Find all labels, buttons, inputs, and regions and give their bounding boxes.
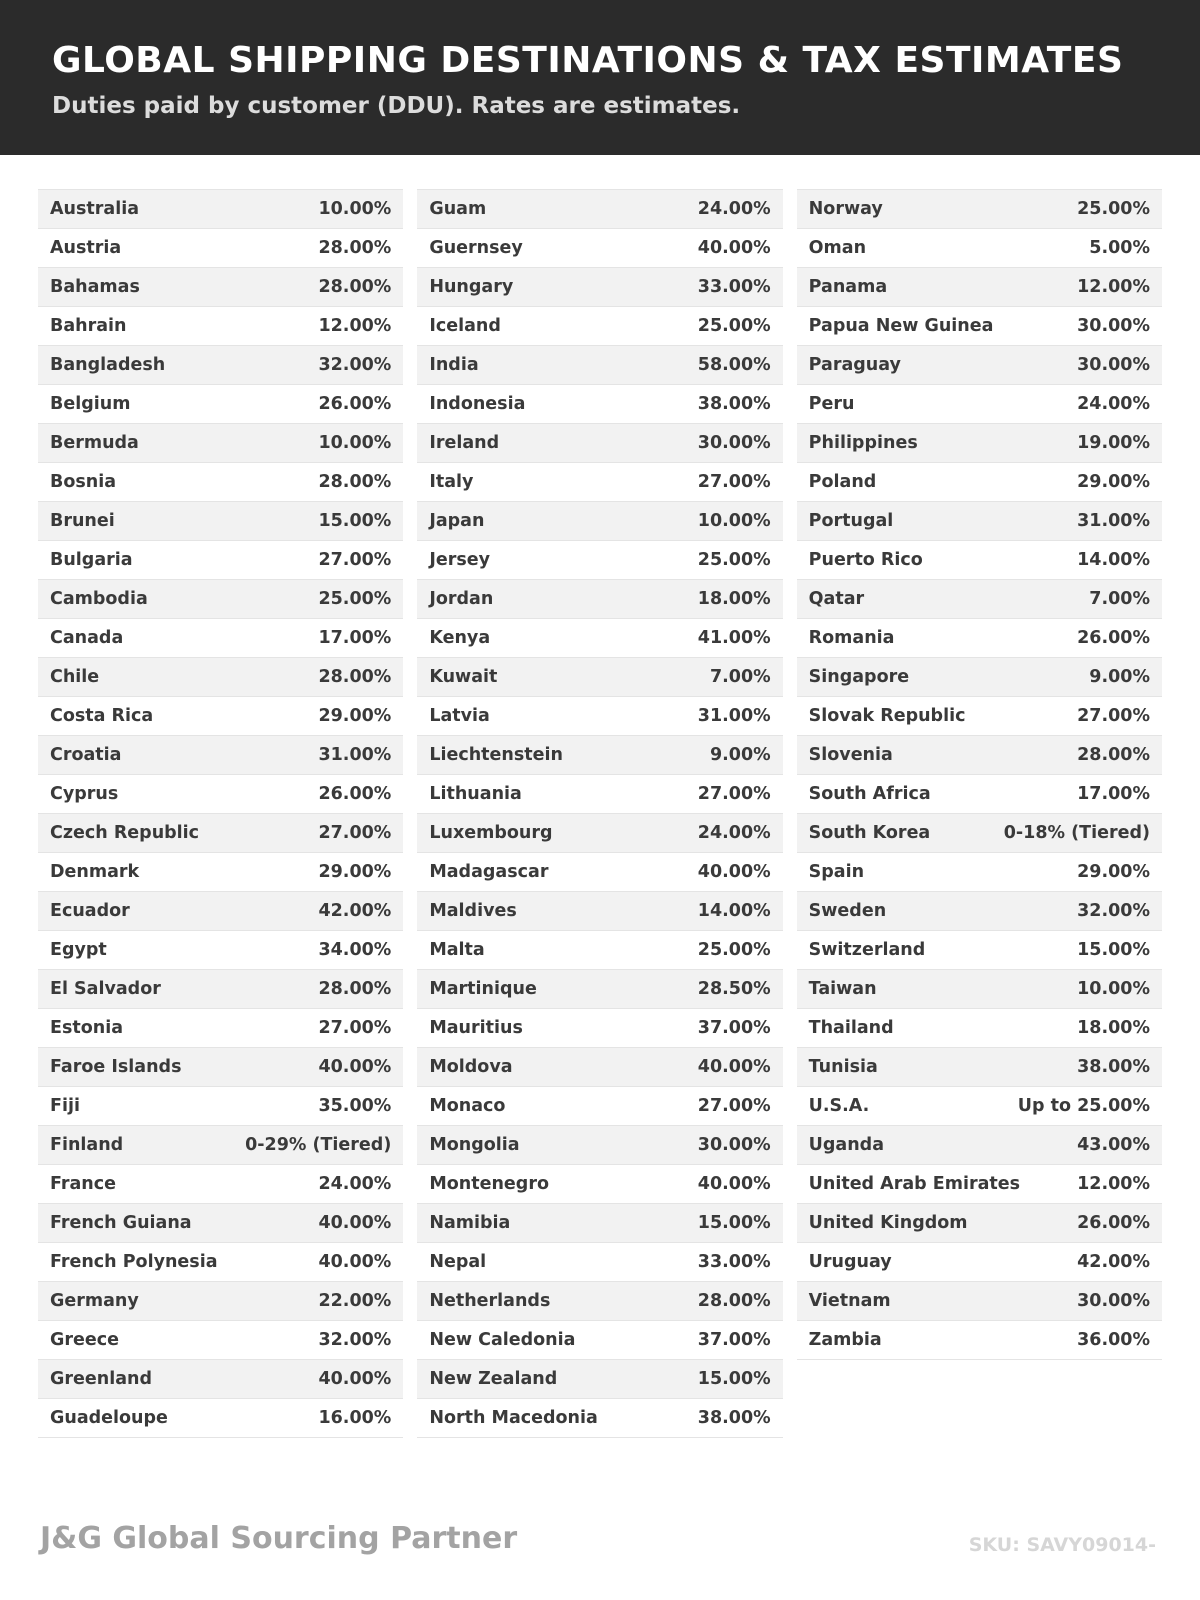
rate-value: Up to 25.00% <box>1017 1096 1150 1116</box>
rate-value: 12.00% <box>1077 1174 1150 1194</box>
table-row <box>797 1243 1162 1282</box>
table-row <box>417 1087 782 1126</box>
country-label: Monaco <box>429 1096 506 1116</box>
country-label: New Caledonia <box>429 1330 576 1350</box>
country-label: Brunei <box>50 511 115 531</box>
country-label: Bulgaria <box>50 550 133 570</box>
country-label: Ecuador <box>50 901 130 921</box>
table-row <box>38 1243 403 1282</box>
country-label: Poland <box>808 472 877 492</box>
rate-value: 14.00% <box>697 901 771 921</box>
table-row <box>417 853 782 892</box>
rate-value: 27.00% <box>697 1096 771 1116</box>
table-row <box>417 619 782 658</box>
country-label: Bahrain <box>50 316 127 336</box>
country-label: Jordan <box>429 589 494 609</box>
table-row <box>417 1009 782 1048</box>
rate-value: 9.00% <box>1089 667 1150 687</box>
table-row <box>797 1282 1162 1321</box>
rate-value: 15.00% <box>697 1369 771 1389</box>
rate-value: 12.00% <box>318 316 392 336</box>
table-row <box>38 580 403 619</box>
rate-value: 18.00% <box>697 589 771 609</box>
table-row <box>797 853 1162 892</box>
country-label: Estonia <box>50 1018 124 1038</box>
table-row <box>797 814 1162 853</box>
rate-value: 58.00% <box>697 355 771 375</box>
rate-value: 7.00% <box>1089 589 1150 609</box>
country-label: Mongolia <box>429 1135 520 1155</box>
sku-label: SKU: SAVY09014- <box>968 1534 1156 1556</box>
table-row <box>417 541 782 580</box>
country-label: Kuwait <box>429 667 498 687</box>
rate-value: 32.00% <box>318 1330 392 1350</box>
table-row <box>417 814 782 853</box>
rate-value: 17.00% <box>318 628 392 648</box>
table-row <box>417 268 782 307</box>
rate-value: 40.00% <box>697 1057 771 1077</box>
country-label: Sweden <box>808 901 887 921</box>
table-row <box>38 463 403 502</box>
table-row <box>797 1321 1162 1360</box>
rate-value: 37.00% <box>697 1018 771 1038</box>
country-label: Uruguay <box>808 1252 892 1272</box>
country-label: Spain <box>808 862 865 882</box>
rate-value: 31.00% <box>318 745 392 765</box>
country-label: Liechtenstein <box>429 745 563 765</box>
table-row <box>417 385 782 424</box>
rate-value: 30.00% <box>1077 1291 1150 1311</box>
table-row <box>797 892 1162 931</box>
table-row <box>797 424 1162 463</box>
country-label: Uganda <box>808 1135 884 1155</box>
rate-value: 12.00% <box>1077 277 1150 297</box>
country-label: El Salvador <box>50 979 161 999</box>
table-row <box>797 775 1162 814</box>
table-row <box>38 1360 403 1399</box>
rate-value: 31.00% <box>1077 511 1150 531</box>
table-row <box>38 736 403 775</box>
table-column-3 <box>797 189 1162 1360</box>
country-label: Paraguay <box>808 355 901 375</box>
table-row <box>797 658 1162 697</box>
country-label: Guernsey <box>429 238 523 258</box>
country-label: Netherlands <box>429 1291 551 1311</box>
country-label: Guadeloupe <box>50 1408 168 1428</box>
rate-value: 17.00% <box>1077 784 1150 804</box>
rate-value: 25.00% <box>697 316 771 336</box>
country-label: Costa Rica <box>50 706 154 726</box>
country-label: Bahamas <box>50 277 140 297</box>
table-row <box>417 1360 782 1399</box>
rate-value: 30.00% <box>697 433 771 453</box>
rate-value: 26.00% <box>1077 628 1150 648</box>
table-row <box>417 190 782 229</box>
country-label: Puerto Rico <box>808 550 923 570</box>
brand-name: J&G Global Sourcing Partner <box>40 1521 518 1556</box>
table-row <box>417 1048 782 1087</box>
table-row <box>38 268 403 307</box>
country-label: Ireland <box>429 433 500 453</box>
country-label: French Polynesia <box>50 1252 218 1272</box>
table-row <box>417 970 782 1009</box>
table-row <box>38 1399 403 1438</box>
rate-value: 26.00% <box>318 784 392 804</box>
country-label: Switzerland <box>808 940 926 960</box>
table-row <box>38 775 403 814</box>
country-label: Lithuania <box>429 784 522 804</box>
rate-value: 0-18% (Tiered) <box>1003 823 1150 843</box>
table-row <box>38 346 403 385</box>
table-row <box>417 1399 782 1438</box>
page-title: GLOBAL SHIPPING DESTINATIONS & TAX ESTIMATES <box>52 40 1124 81</box>
page-subtitle: Duties paid by customer (DDU). Rates are estimates. <box>52 93 741 119</box>
country-label: Vietnam <box>808 1291 891 1311</box>
country-label: Egypt <box>50 940 107 960</box>
country-label: United Arab Emirates <box>808 1174 1021 1194</box>
country-label: Indonesia <box>429 394 526 414</box>
country-label: Slovak Republic <box>808 706 966 726</box>
table-row <box>797 1204 1162 1243</box>
table-row <box>38 541 403 580</box>
table-row <box>797 190 1162 229</box>
table-row <box>38 1321 403 1360</box>
table-row <box>38 424 403 463</box>
rate-value: 22.00% <box>318 1291 392 1311</box>
rate-value: 10.00% <box>1077 979 1150 999</box>
table-row <box>38 1165 403 1204</box>
rate-value: 25.00% <box>697 940 771 960</box>
country-label: South Korea <box>808 823 931 843</box>
table-row <box>797 268 1162 307</box>
rate-value: 30.00% <box>1077 316 1150 336</box>
rate-value: 29.00% <box>1077 862 1150 882</box>
country-label: South Africa <box>808 784 931 804</box>
tax-table <box>0 155 1200 1438</box>
rate-value: 28.00% <box>1077 745 1150 765</box>
country-label: Panama <box>808 277 888 297</box>
rate-value: 29.00% <box>1077 472 1150 492</box>
table-row <box>797 619 1162 658</box>
rate-value: 36.00% <box>1077 1330 1150 1350</box>
rate-value: 16.00% <box>318 1408 392 1428</box>
rate-value: 28.00% <box>318 472 392 492</box>
rate-value: 27.00% <box>318 823 392 843</box>
country-label: Qatar <box>808 589 865 609</box>
rate-value: 26.00% <box>1077 1213 1150 1233</box>
rate-value: 37.00% <box>697 1330 771 1350</box>
country-label: Luxembourg <box>429 823 553 843</box>
table-row <box>38 814 403 853</box>
table-row <box>417 697 782 736</box>
table-row <box>797 1087 1162 1126</box>
rate-value: 15.00% <box>1077 940 1150 960</box>
country-label: Namibia <box>429 1213 511 1233</box>
rate-value: 43.00% <box>1077 1135 1150 1155</box>
rate-value: 28.50% <box>697 979 771 999</box>
table-row <box>417 658 782 697</box>
table-row <box>417 1321 782 1360</box>
country-label: Croatia <box>50 745 122 765</box>
country-label: Nepal <box>429 1252 487 1272</box>
rate-value: 29.00% <box>318 862 392 882</box>
rate-value: 15.00% <box>697 1213 771 1233</box>
country-label: Zambia <box>808 1330 882 1350</box>
rate-value: 27.00% <box>697 784 771 804</box>
country-label: Martinique <box>429 979 537 999</box>
rate-value: 42.00% <box>1077 1252 1150 1272</box>
rate-value: 28.00% <box>318 979 392 999</box>
table-row <box>797 229 1162 268</box>
table-row <box>797 502 1162 541</box>
country-label: Austria <box>50 238 122 258</box>
rate-value: 42.00% <box>318 901 392 921</box>
rate-value: 18.00% <box>1077 1018 1150 1038</box>
table-row <box>797 346 1162 385</box>
table-row <box>797 1165 1162 1204</box>
table-row <box>417 892 782 931</box>
country-label: Canada <box>50 628 124 648</box>
country-label: Fiji <box>50 1096 80 1116</box>
country-label: Germany <box>50 1291 139 1311</box>
table-row <box>38 970 403 1009</box>
table-row <box>38 502 403 541</box>
table-row <box>797 697 1162 736</box>
rate-value: 28.00% <box>697 1291 771 1311</box>
table-row <box>38 229 403 268</box>
table-row <box>38 1282 403 1321</box>
rate-value: 24.00% <box>1077 394 1150 414</box>
table-row <box>417 775 782 814</box>
rate-value: 30.00% <box>697 1135 771 1155</box>
rate-value: 40.00% <box>697 238 771 258</box>
country-label: France <box>50 1174 116 1194</box>
rate-value: 40.00% <box>318 1252 392 1272</box>
table-row <box>417 463 782 502</box>
country-label: Bangladesh <box>50 355 166 375</box>
rate-value: 29.00% <box>318 706 392 726</box>
country-label: Cyprus <box>50 784 119 804</box>
table-row <box>797 736 1162 775</box>
country-label: Bosnia <box>50 472 117 492</box>
country-label: Thailand <box>808 1018 894 1038</box>
rate-value: 40.00% <box>697 1174 771 1194</box>
table-row <box>797 580 1162 619</box>
table-row <box>38 1048 403 1087</box>
country-label: Singapore <box>808 667 910 687</box>
rate-value: 10.00% <box>697 511 771 531</box>
country-label: Moldova <box>429 1057 513 1077</box>
table-row <box>38 1087 403 1126</box>
rate-value: 27.00% <box>318 1018 392 1038</box>
footer <box>0 1521 1200 1600</box>
country-label: Madagascar <box>429 862 549 882</box>
rate-value: 32.00% <box>318 355 392 375</box>
country-label: Malta <box>429 940 485 960</box>
table-row <box>38 307 403 346</box>
table-row <box>797 931 1162 970</box>
country-label: Tunisia <box>808 1057 878 1077</box>
rate-value: 24.00% <box>697 199 771 219</box>
rate-value: 34.00% <box>318 940 392 960</box>
rate-value: 24.00% <box>318 1174 392 1194</box>
table-row <box>797 1009 1162 1048</box>
country-label: Faroe Islands <box>50 1057 182 1077</box>
country-label: Bermuda <box>50 433 139 453</box>
country-label: Japan <box>429 511 485 531</box>
country-label: Guam <box>429 199 487 219</box>
table-row <box>797 385 1162 424</box>
rate-value: 7.00% <box>709 667 771 687</box>
rate-value: 28.00% <box>318 277 392 297</box>
table-row <box>797 970 1162 1009</box>
table-row <box>797 1048 1162 1087</box>
table-row <box>417 1126 782 1165</box>
rate-value: 25.00% <box>1077 199 1150 219</box>
country-label: Italy <box>429 472 474 492</box>
country-label: Belgium <box>50 394 131 414</box>
country-label: Chile <box>50 667 100 687</box>
rate-value: 28.00% <box>318 238 392 258</box>
table-row <box>417 424 782 463</box>
rate-value: 35.00% <box>318 1096 392 1116</box>
table-row <box>38 931 403 970</box>
rate-value: 19.00% <box>1077 433 1150 453</box>
country-label: New Zealand <box>429 1369 558 1389</box>
table-row <box>38 1009 403 1048</box>
rate-value: 25.00% <box>318 589 392 609</box>
country-label: Greenland <box>50 1369 152 1389</box>
rate-value: 31.00% <box>697 706 771 726</box>
table-row <box>797 307 1162 346</box>
table-row <box>417 1204 782 1243</box>
country-label: United Kingdom <box>808 1213 968 1233</box>
rate-value: 9.00% <box>709 745 771 765</box>
rate-value: 28.00% <box>318 667 392 687</box>
country-label: Greece <box>50 1330 119 1350</box>
country-label: Romania <box>808 628 895 648</box>
table-row <box>417 1165 782 1204</box>
header-banner <box>0 0 1200 155</box>
table-row <box>417 229 782 268</box>
table-row <box>417 1243 782 1282</box>
rate-value: 0-29% (Tiered) <box>245 1135 392 1155</box>
country-label: Jersey <box>429 550 491 570</box>
table-column-1 <box>38 189 403 1438</box>
country-label: North Macedonia <box>429 1408 598 1428</box>
table-row <box>38 658 403 697</box>
rate-value: 32.00% <box>1077 901 1150 921</box>
country-label: Taiwan <box>808 979 877 999</box>
rate-value: 27.00% <box>318 550 392 570</box>
country-label: Mauritius <box>429 1018 523 1038</box>
rate-value: 40.00% <box>318 1369 392 1389</box>
rate-value: 33.00% <box>697 1252 771 1272</box>
country-label: Denmark <box>50 862 140 882</box>
rate-value: 33.00% <box>697 277 771 297</box>
table-row <box>38 853 403 892</box>
table-row <box>417 502 782 541</box>
country-label: Oman <box>808 238 867 258</box>
country-label: Maldives <box>429 901 517 921</box>
table-row <box>38 892 403 931</box>
table-row <box>38 190 403 229</box>
rate-value: 10.00% <box>318 199 392 219</box>
table-row <box>38 1204 403 1243</box>
country-label: Philippines <box>808 433 918 453</box>
rate-value: 40.00% <box>318 1057 392 1077</box>
rate-value: 15.00% <box>318 511 392 531</box>
rate-value: 10.00% <box>318 433 392 453</box>
country-label: Czech Republic <box>50 823 200 843</box>
country-label: Slovenia <box>808 745 893 765</box>
country-label: Cambodia <box>50 589 148 609</box>
country-label: Peru <box>808 394 855 414</box>
rate-value: 38.00% <box>1077 1057 1150 1077</box>
country-label: Kenya <box>429 628 491 648</box>
country-label: Portugal <box>808 511 894 531</box>
table-row <box>38 619 403 658</box>
table-row <box>797 463 1162 502</box>
rate-value: 26.00% <box>318 394 392 414</box>
rate-value: 14.00% <box>1077 550 1150 570</box>
table-row <box>417 346 782 385</box>
table-row <box>797 541 1162 580</box>
country-label: India <box>429 355 479 375</box>
country-label: Norway <box>808 199 883 219</box>
rate-value: 27.00% <box>697 472 771 492</box>
table-row <box>38 1126 403 1165</box>
rate-value: 40.00% <box>318 1213 392 1233</box>
table-row <box>38 385 403 424</box>
rate-value: 30.00% <box>1077 355 1150 375</box>
rate-value: 24.00% <box>697 823 771 843</box>
rate-value: 27.00% <box>1077 706 1150 726</box>
rate-value: 25.00% <box>697 550 771 570</box>
country-label: Australia <box>50 199 140 219</box>
table-row <box>797 1126 1162 1165</box>
country-label: Montenegro <box>429 1174 549 1194</box>
country-label: Finland <box>50 1135 124 1155</box>
table-column-2 <box>417 189 782 1438</box>
country-label: French Guiana <box>50 1213 192 1233</box>
country-label: U.S.A. <box>808 1096 870 1116</box>
country-label: Iceland <box>429 316 501 336</box>
rate-value: 5.00% <box>1089 238 1150 258</box>
table-row <box>417 931 782 970</box>
table-row <box>417 307 782 346</box>
rate-value: 38.00% <box>697 394 771 414</box>
country-label: Hungary <box>429 277 514 297</box>
country-label: Latvia <box>429 706 490 726</box>
table-row <box>417 736 782 775</box>
country-label: Papua New Guinea <box>808 316 994 336</box>
rate-value: 40.00% <box>697 862 771 882</box>
rate-value: 38.00% <box>697 1408 771 1428</box>
rate-value: 41.00% <box>697 628 771 648</box>
table-row <box>38 697 403 736</box>
table-row <box>417 580 782 619</box>
table-row <box>417 1282 782 1321</box>
